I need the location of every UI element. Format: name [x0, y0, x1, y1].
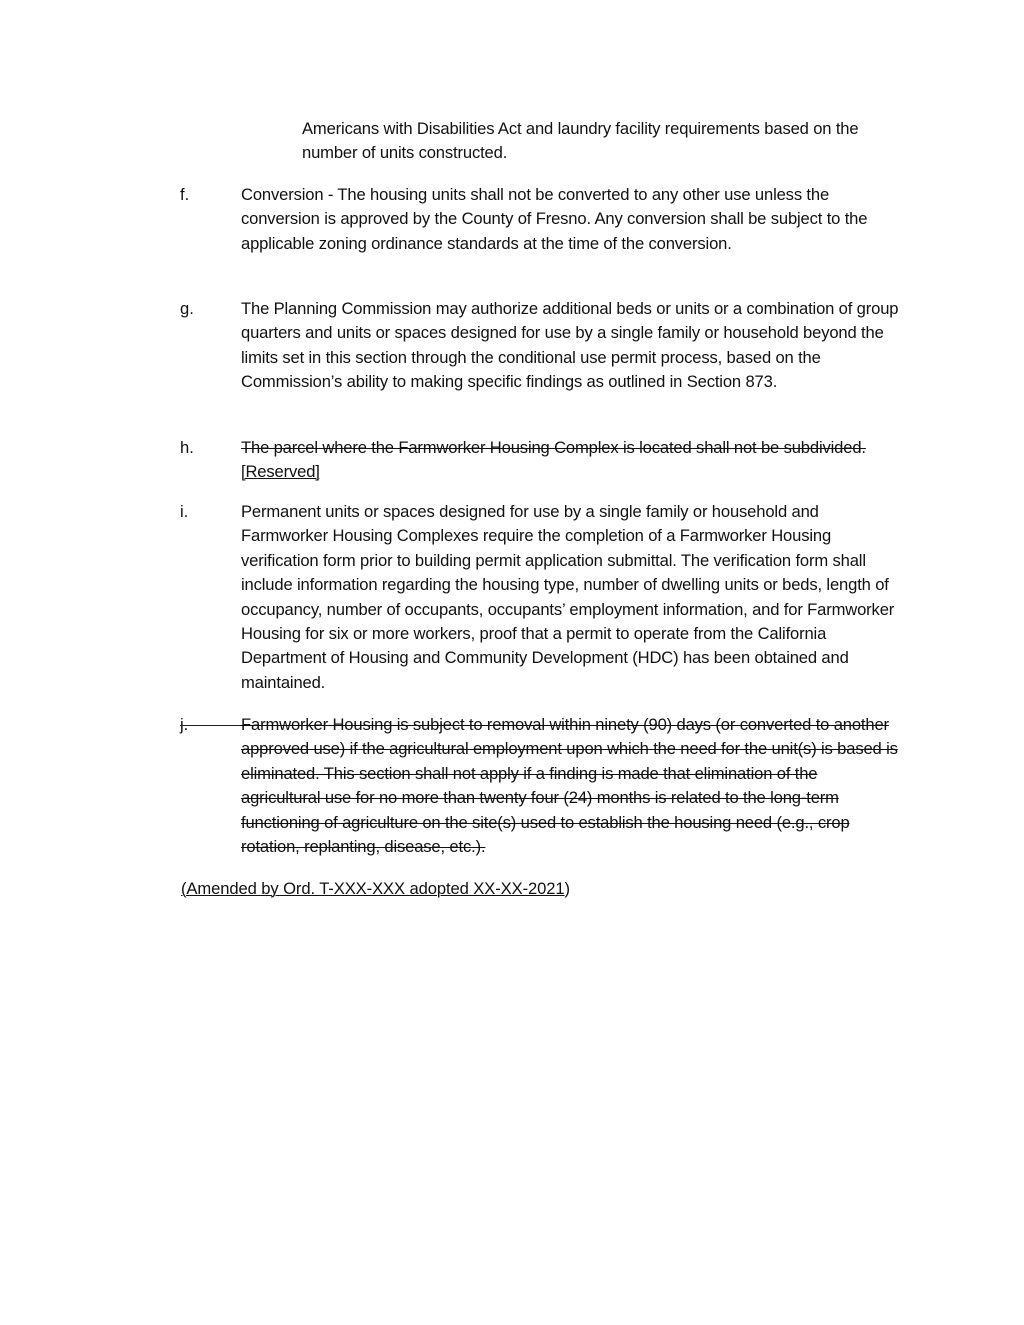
list-item-g	[180, 297, 910, 395]
item-marker-deleted	[180, 713, 241, 737]
list-item-j	[180, 713, 910, 859]
item-text: The Planning Commission may authorize additional beds or units or a combination of group quarters and units or spaces designed for use by a single family or household beyond the limits set in this section through the conditional use permit process, based on the Commission’s ability to making specific findings as outlined in Section 873.	[241, 299, 899, 392]
item-marker: f.	[180, 185, 190, 204]
amendment-note	[181, 877, 570, 901]
item-text	[241, 436, 901, 485]
list-item-h	[180, 436, 910, 485]
list-item-i	[180, 500, 910, 695]
list-item-f	[180, 183, 910, 256]
item-marker: g.	[180, 299, 194, 318]
item-text	[241, 713, 901, 859]
item-text: Permanent units or spaces designed for use by a single family or household and Farmworker Housing Complexes require the completion of a Farmworker Housing verification form prior to building permit application submittal. The verification form shall include information regarding the housing type, number of dwelling units or beds, length of occupancy, number of occupants, occupants’ employment information, and for Farmworker Housing for six or more workers, proof that a permit to operate from the California Department of Housing and Community Development (HDC) has been obtained and maintained.	[241, 502, 895, 692]
continued-paragraph: Americans with Disabilities Act and laundry facility requirements based on the number of units constructed.	[302, 119, 859, 163]
item-marker: h.	[180, 438, 194, 457]
item-text: Conversion - The housing units shall not be converted to any other use unless the conversion is approved by the County of Fresno. Any conversion shall be subject to the applicable zoning ordinance standards at the time of the conversion.	[241, 185, 868, 253]
deleted-text: Farmworker Housing is subject to removal within ninety (90) days (or converted to another approved use) if the agricultural employment upon which the need for the unit(s) is based is eliminated. This section shall not apply if a finding is made that elimination of the agricultural use for no more than twenty four (24) months is related to the long-term functioning of agriculture on the site(s) used to establish the housing need (e.g., crop rotation, replanting, disease, etc.).	[241, 715, 898, 857]
deleted-text: The parcel where the Farmworker Housing Complex is located shall not be subdivided.	[241, 438, 866, 457]
strike-line	[180, 725, 241, 726]
item-marker: i.	[180, 502, 189, 521]
inserted-text: [Reserved]	[241, 462, 320, 482]
inserted-text: (Amended by Ord. T-XXX-XXX adopted XX-XX-2021	[181, 879, 565, 898]
closing-paren: )	[564, 879, 570, 898]
